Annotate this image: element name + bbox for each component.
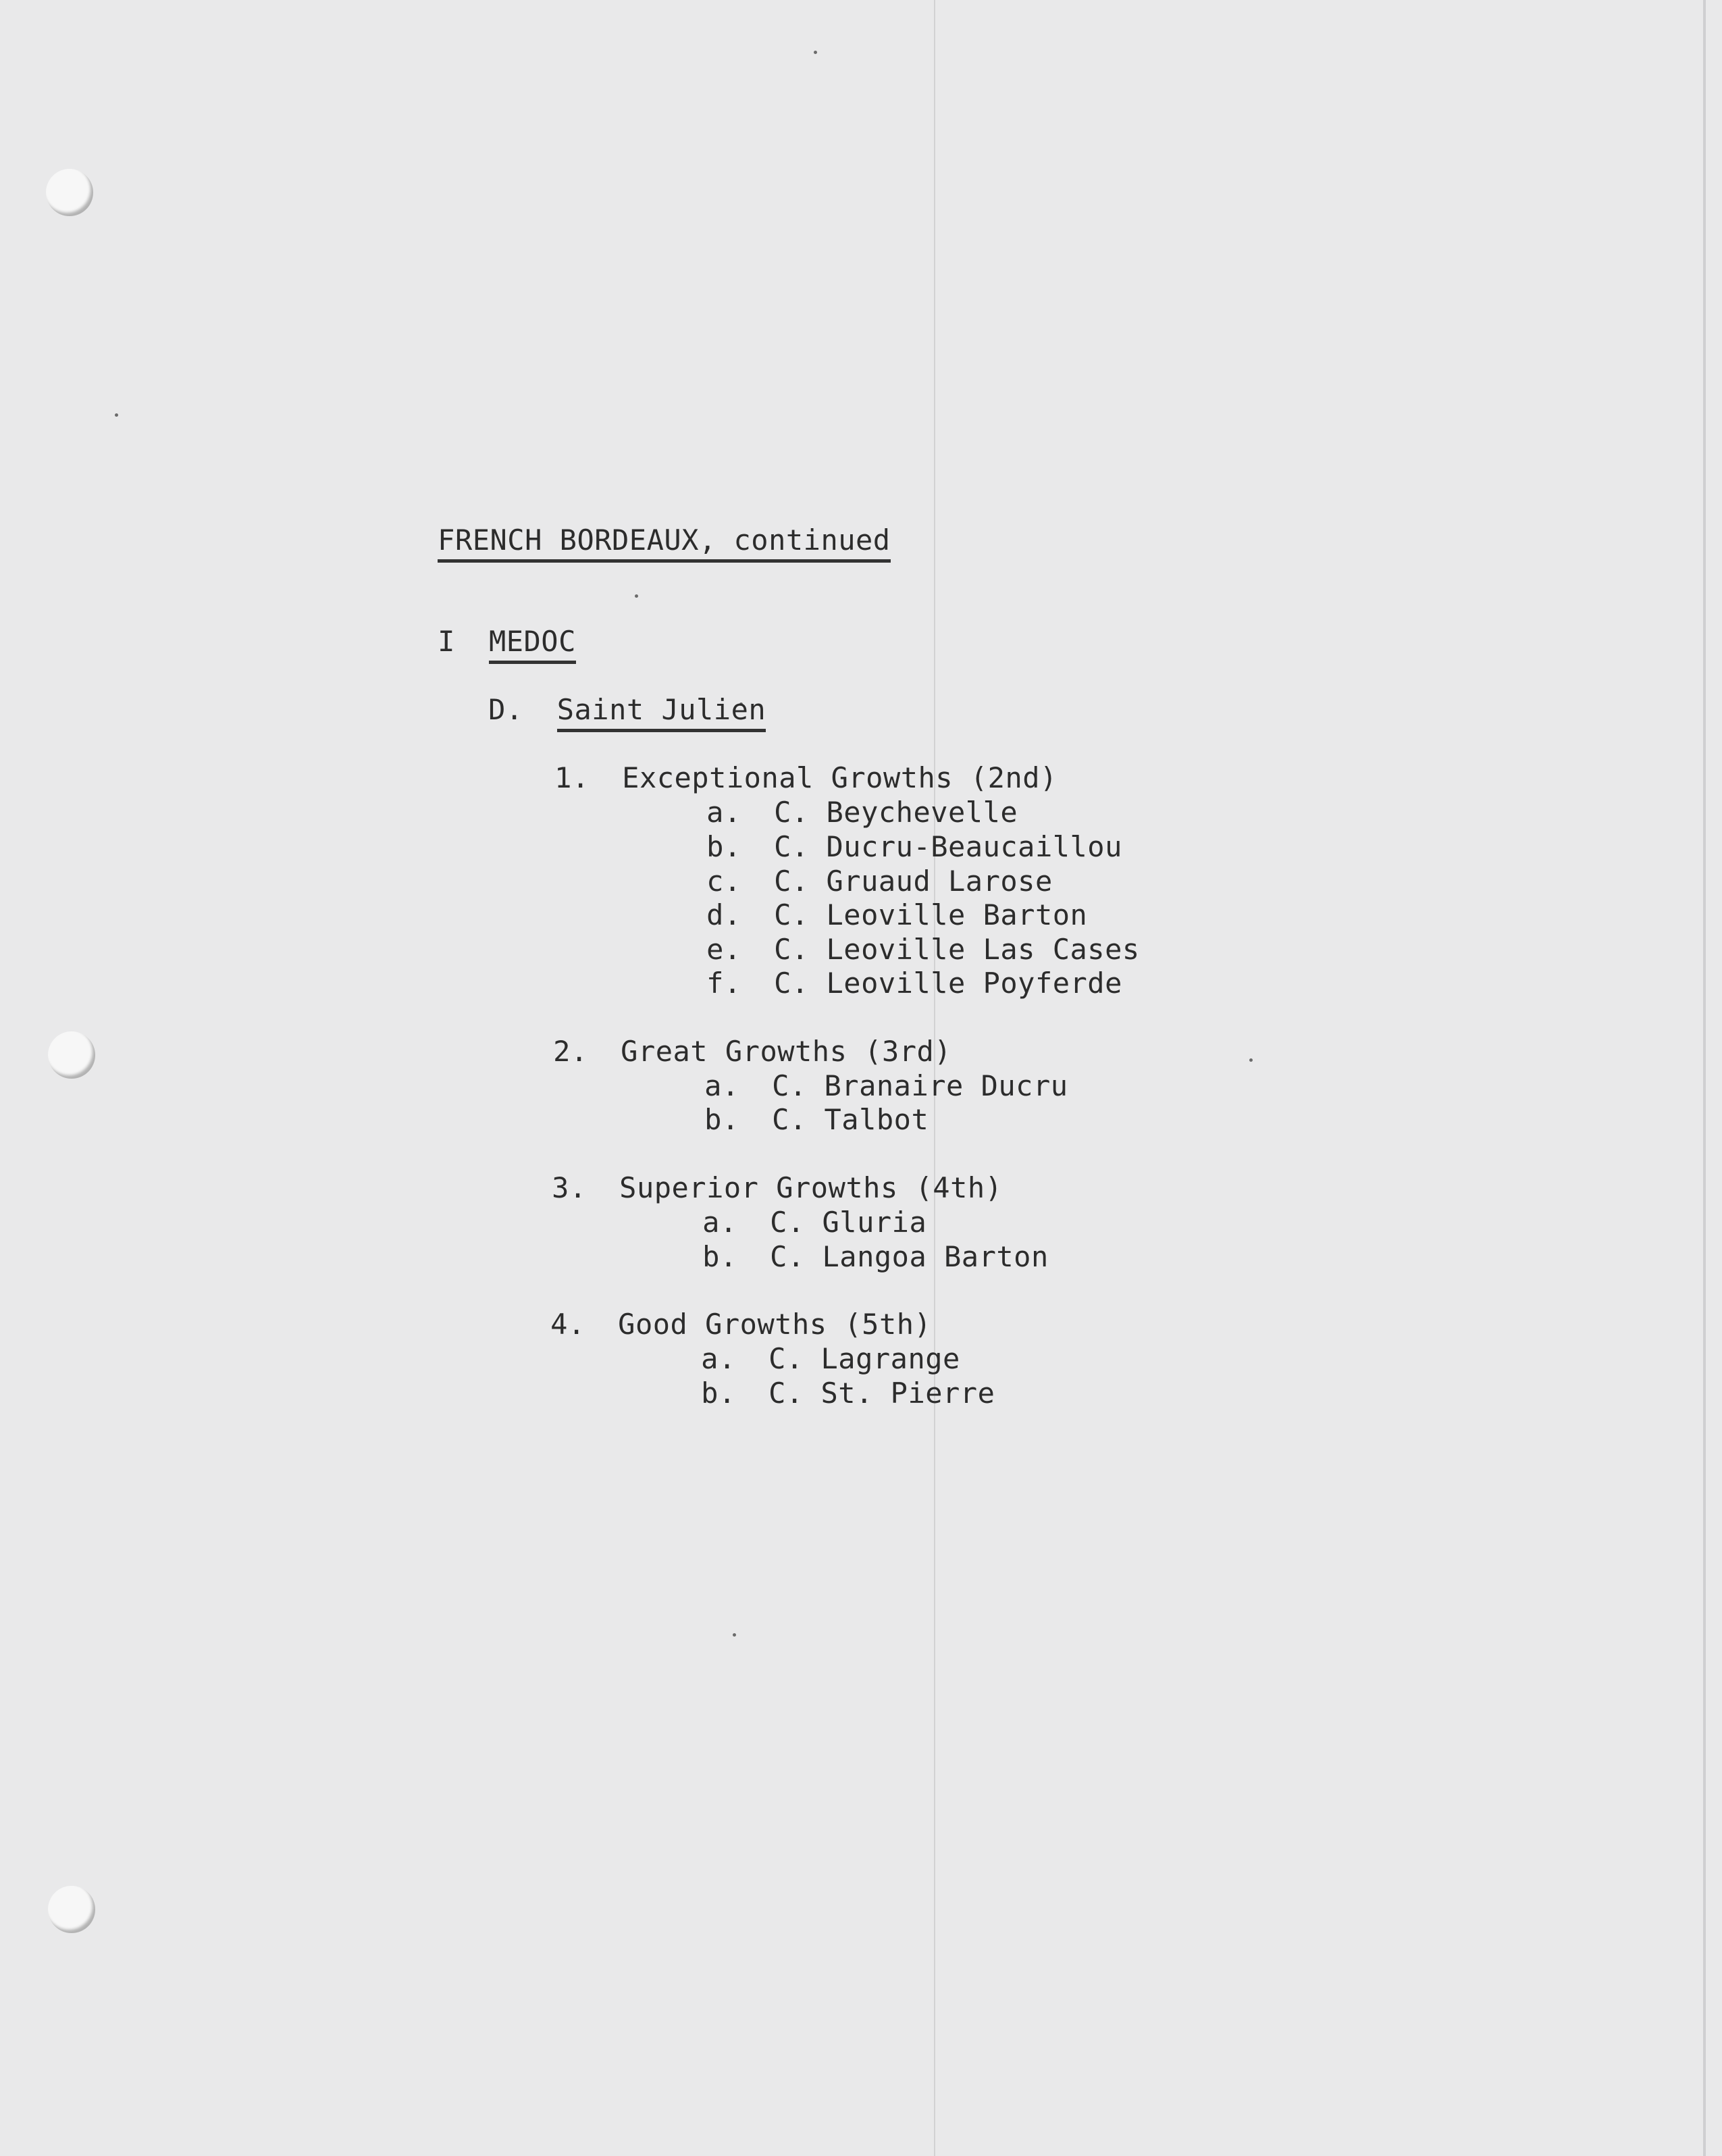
group-heading: 4. Good Growths (5th) — [550, 1308, 932, 1341]
group-heading: 2. Great Growths (3rd) — [553, 1035, 952, 1068]
section-title: MEDOC — [489, 625, 576, 664]
list-item: b. C. Ducru-Beaucaillou — [706, 830, 1122, 863]
list-item: a. C. Lagrange — [701, 1342, 960, 1375]
subsection-title: Saint Julien — [557, 693, 766, 732]
binder-hole-middle — [48, 1031, 95, 1079]
paper-speck — [1249, 1058, 1253, 1062]
list-item: c. C. Gruaud Larose — [706, 865, 1053, 898]
paper-speck — [733, 1633, 736, 1637]
binder-hole-top — [46, 169, 93, 216]
subsection-letter: D. — [488, 693, 523, 726]
list-item: b. C. Talbot — [704, 1103, 929, 1136]
list-item: d. C. Leoville Barton — [706, 898, 1088, 931]
list-item: a. C. Branaire Ducru — [704, 1069, 1068, 1102]
heading-text: FRENCH BORDEAUX, continued — [438, 523, 890, 563]
paper-speck — [115, 413, 118, 417]
section-numeral: I — [438, 625, 455, 658]
group-heading: 1. Exceptional Growths (2nd) — [554, 761, 1058, 794]
binder-hole-bottom — [48, 1886, 95, 1933]
page-edge — [1703, 0, 1706, 2156]
list-item: e. C. Leoville Las Cases — [706, 933, 1140, 966]
paper-speck — [814, 51, 817, 54]
group-heading: 3. Superior Growths (4th) — [552, 1171, 1003, 1204]
paper-speck — [635, 594, 638, 598]
list-item: b. C. St. Pierre — [701, 1377, 995, 1410]
list-item: a. C. Gluria — [702, 1206, 927, 1239]
document-heading — [368, 490, 891, 591]
list-item: f. C. Leoville Poyferde — [706, 967, 1122, 1000]
list-item: a. C. Beychevelle — [706, 796, 1018, 829]
list-item: b. C. Langoa Barton — [702, 1240, 1049, 1273]
